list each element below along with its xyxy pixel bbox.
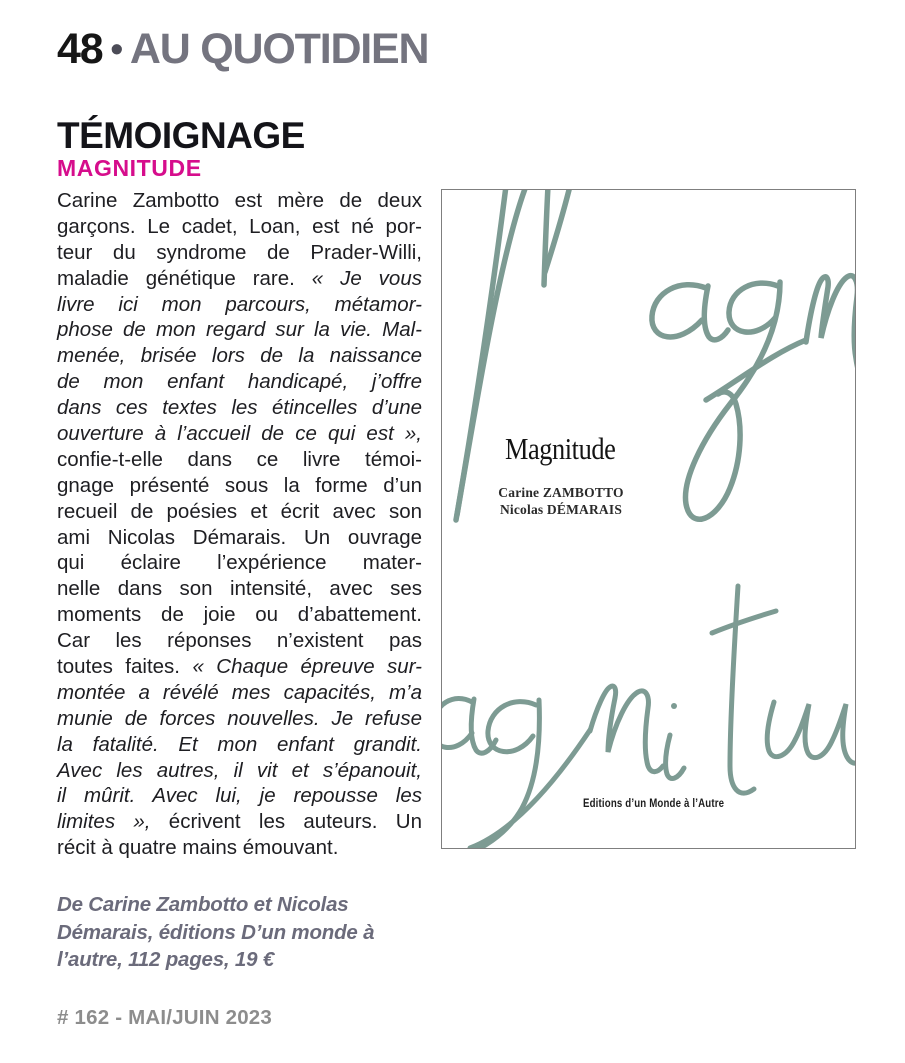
issue-footer: # 162 - MAI/JUIN 2023: [57, 1006, 272, 1029]
body-line: teur du syndrome de Prader-Willi,: [57, 240, 422, 264]
article-title: MAGNITUDE: [57, 155, 202, 181]
body-line: dans ces textes les étincelles d’une: [57, 396, 422, 420]
body-line: limites », écrivent les auteurs. Un: [57, 810, 422, 834]
page-header: [57, 25, 429, 73]
body-line: nelle dans son intensité, avec ses: [57, 577, 422, 601]
article-kicker: TÉMOIGNAGE: [57, 115, 305, 156]
body-line: il mûrit. Avec lui, je repousse les: [57, 784, 422, 808]
cover-script-lettering: [442, 190, 856, 849]
section-name: AU QUOTIDIEN: [129, 25, 429, 73]
body-line: la fatalité. Et mon enfant grandit.: [57, 732, 422, 756]
body-line: recueil de poésies et écrit avec son: [57, 499, 422, 523]
cover-author: Carine ZAMBOTTO: [498, 485, 624, 500]
body-line: qui éclaire l’expérience mater-: [57, 551, 422, 575]
bullet-separator: •: [110, 28, 122, 69]
credit-line: De Carine Zambotto et Nicolas: [57, 893, 349, 916]
article-column: [57, 115, 422, 861]
body-line: munie de forces nouvelles. Je refuse: [57, 706, 422, 730]
body-line: moments de joie ou d’abattement.: [57, 603, 422, 627]
cover-authors: [442, 484, 680, 518]
body-line: maladie génétique rare. « Je vous: [57, 266, 422, 290]
body-line: récit à quatre mains émouvant.: [57, 836, 339, 860]
book-cover: [441, 189, 856, 849]
body-line: de mon enfant handicapé, j’offre: [57, 370, 422, 394]
body-line: Carine Zambotto est mère de deux: [57, 189, 422, 212]
credit-line: Démarais, éditions D’un monde à: [57, 920, 375, 944]
page-number: 48: [57, 25, 103, 73]
article-body: [57, 188, 422, 861]
book-credit: [57, 891, 437, 974]
body-line: garçons. Le cadet, Loan, est né por-: [57, 214, 422, 238]
body-line: Avec les autres, il vit et s’épanouit,: [57, 758, 422, 782]
body-line: livre ici mon parcours, métamor-: [57, 292, 422, 316]
script-word-top: [456, 190, 856, 520]
cover-publisher: Editions d’un Monde à l’Autre: [583, 798, 725, 810]
body-line: toutes faites. « Chaque épreuve sur-: [57, 655, 422, 679]
body-line: confie-t-elle dans ce livre témoi-: [57, 447, 422, 471]
body-line: Car les réponses n’existent pas: [57, 629, 422, 653]
cover-title: Magnitude: [505, 431, 616, 466]
credit-line: l’autre, 112 pages, 19 €: [57, 948, 275, 972]
body-line: menée, brisée lors de la naissance: [57, 344, 422, 368]
body-line: montée a révélé mes capacités, m’a: [57, 680, 422, 704]
body-line: gnage présenté sous la forme d’un: [57, 473, 422, 497]
body-line: ouverture à l’accueil de ce qui est »,: [57, 422, 422, 446]
body-line: phose de mon regard sur la vie. Mal-: [57, 318, 422, 342]
cover-author: Nicolas DÉMARAIS: [499, 502, 623, 517]
body-line: ami Nicolas Démarais. Un ouvrage: [57, 525, 422, 549]
